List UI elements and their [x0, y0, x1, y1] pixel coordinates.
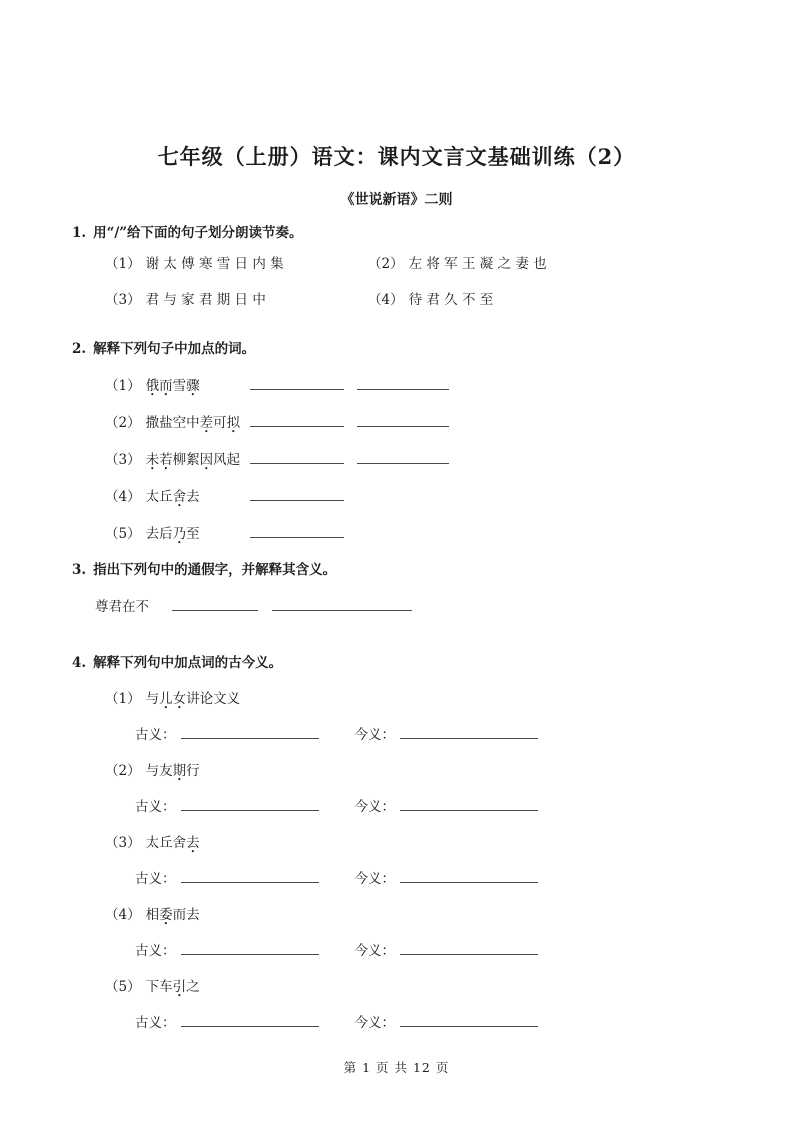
item-label: （2）	[105, 763, 141, 779]
item-label: （4）	[105, 489, 141, 505]
ancient-meaning-label: 古义：	[135, 799, 176, 815]
question-2-heading	[72, 337, 732, 357]
item-text: 谢 太 傅 寒 雪 日 内 集	[145, 256, 284, 272]
page-number: 第 1 页 共 12 页	[343, 1060, 450, 1075]
item-sentence	[105, 411, 250, 431]
page-title: 七年级（上册）语文：课内文言文基础训练（2）	[157, 144, 636, 169]
answer-blank	[400, 940, 538, 955]
answer-blank	[181, 940, 319, 955]
question-3	[72, 558, 732, 615]
item-text: 与友期行	[145, 763, 200, 779]
q1-item-2	[368, 252, 732, 272]
item-text: 君 与 家 君 期 日 中	[145, 292, 266, 308]
answer-blank	[250, 486, 344, 501]
item-label: （3）	[105, 835, 141, 851]
modern-meaning-label: 今义：	[354, 943, 395, 959]
item-text: 左 将 军 王 凝 之 妻 也	[408, 256, 547, 272]
q4-item-3-sentence	[105, 831, 732, 851]
item-label: （5）	[105, 526, 141, 542]
ancient-meaning-label: 古义：	[135, 943, 176, 959]
question-1-heading	[72, 221, 732, 241]
answer-blank	[400, 868, 538, 883]
q4-item-1-answers	[135, 723, 732, 743]
q2-item-5	[105, 522, 732, 542]
q1-item-1	[105, 252, 368, 272]
answer-blank	[272, 596, 412, 611]
answer-blank	[250, 449, 344, 464]
q4-item-5-sentence	[105, 975, 732, 995]
modern-meaning-label: 今义：	[354, 727, 395, 743]
ancient-meaning-label: 古义：	[135, 871, 176, 887]
item-text: 太丘舍去	[145, 835, 200, 851]
question-1	[72, 221, 732, 308]
ancient-meaning-label: 古义：	[135, 727, 176, 743]
modern-meaning-label: 今义：	[354, 871, 395, 887]
item-text: 相委而去	[145, 907, 200, 923]
q1-item-3	[105, 288, 368, 308]
question-number: 1.	[72, 225, 87, 241]
item-text: 撒盐空中差可拟	[145, 415, 241, 431]
item-label: （1）	[105, 691, 141, 707]
question-number: 4.	[72, 655, 87, 671]
question-4	[72, 651, 732, 1031]
subtitle: 《世说新语》二则	[340, 192, 453, 208]
item-label: （1）	[105, 378, 141, 394]
answer-blank	[400, 1012, 538, 1027]
question-2	[72, 337, 732, 542]
question-prompt: 用“/”给下面的句子划分朗读节奏。	[93, 225, 303, 241]
item-text: 与儿女讲论文义	[145, 691, 241, 707]
question-prompt: 指出下列句中的通假字，并解释其含义。	[93, 562, 337, 578]
q4-item-4-sentence	[105, 903, 732, 923]
q3-item	[95, 595, 732, 615]
answer-blank	[357, 449, 449, 464]
answer-blank	[250, 375, 344, 390]
answer-blank	[357, 412, 449, 427]
item-sentence	[105, 374, 250, 394]
q2-item-4	[105, 485, 732, 505]
q4-item-5-answers	[135, 1011, 732, 1031]
answer-blank	[357, 375, 449, 390]
item-text: 待 君 久 不 至	[408, 292, 494, 308]
item-label: （3）	[105, 452, 141, 468]
ancient-meaning-label: 古义：	[135, 1015, 176, 1031]
item-text: 去后乃至	[145, 526, 200, 542]
q4-item-2-answers	[135, 795, 732, 815]
item-label: （1）	[105, 256, 141, 272]
item-label: （5）	[105, 979, 141, 995]
q4-item-2-sentence	[105, 759, 732, 779]
question-prompt: 解释下列句中加点词的古今义。	[93, 655, 283, 671]
q2-item-2	[105, 411, 732, 431]
item-sentence	[105, 522, 250, 542]
q4-item-4-answers	[135, 939, 732, 959]
q2-item-1	[105, 374, 732, 394]
modern-meaning-label: 今义：	[354, 1015, 395, 1031]
question-number: 2.	[72, 341, 87, 357]
answer-blank	[181, 1012, 319, 1027]
item-text: 下车引之	[145, 979, 200, 995]
item-sentence	[105, 448, 250, 468]
answer-blank	[250, 523, 344, 538]
item-label: （4）	[105, 907, 141, 923]
item-label: （2）	[368, 256, 404, 272]
question-4-heading	[72, 651, 732, 671]
item-sentence: 尊君在不	[95, 599, 149, 615]
q4-item-3-answers	[135, 867, 732, 887]
answer-blank	[172, 596, 258, 611]
question-number: 3.	[72, 562, 87, 578]
answer-blank	[250, 412, 344, 427]
item-label: （4）	[368, 292, 404, 308]
q1-item-4	[368, 288, 732, 308]
answer-blank	[181, 796, 319, 811]
answer-blank	[181, 724, 319, 739]
item-text: 太丘舍去	[145, 489, 200, 505]
q4-item-1-sentence	[105, 687, 732, 707]
question-1-items	[105, 252, 732, 308]
question-3-heading	[72, 558, 732, 578]
item-text: 未若柳絮因风起	[145, 452, 241, 468]
item-text: 俄而雪骤	[145, 378, 200, 394]
modern-meaning-label: 今义：	[354, 799, 395, 815]
item-label: （3）	[105, 292, 141, 308]
answer-blank	[400, 796, 538, 811]
q2-item-3	[105, 448, 732, 468]
question-prompt: 解释下列句子中加点的词。	[93, 341, 256, 357]
answer-blank	[181, 868, 319, 883]
item-label: （2）	[105, 415, 141, 431]
answer-blank	[400, 724, 538, 739]
item-sentence	[105, 485, 250, 505]
